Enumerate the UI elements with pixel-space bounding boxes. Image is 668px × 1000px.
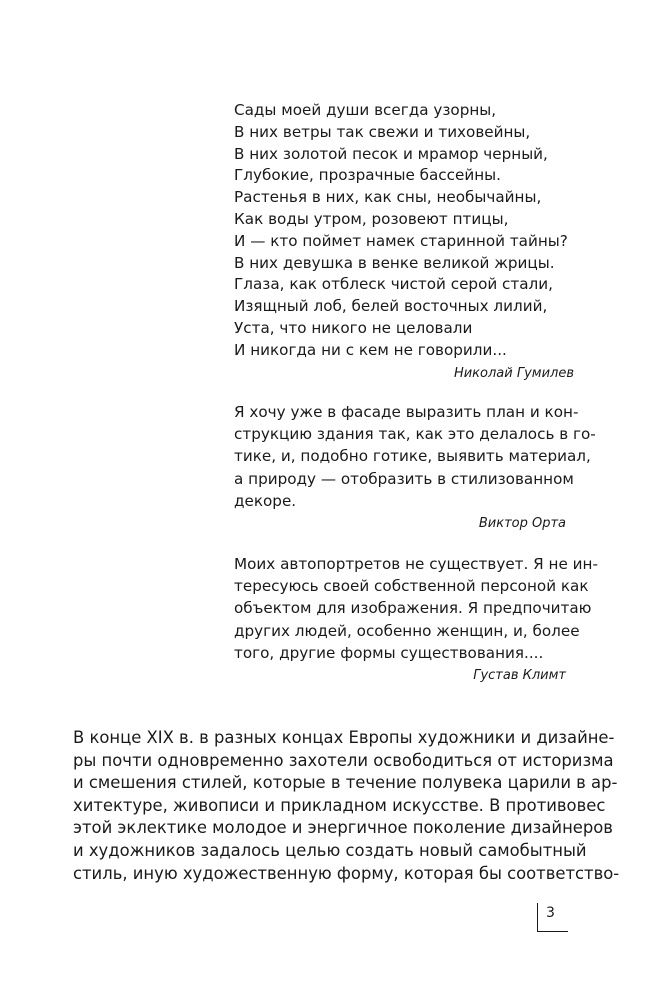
klimt-author: Густав Климт <box>473 668 566 684</box>
horta-author: Виктор Орта <box>478 516 566 532</box>
paragraph-line: стиль, иную художественную форму, которая бы соответство- <box>73 863 620 883</box>
horta-quote <box>234 401 596 534</box>
poem-line: В них золотой песок и мрамор черный, <box>234 144 548 163</box>
paragraph-line: и художников задалось целью создать новый самобытный <box>73 840 587 860</box>
quote-line: струкцию здания так, как это делалось в го- <box>234 425 596 444</box>
quote-line: тике, и, подобно готике, выявить материал, <box>234 447 591 466</box>
quote-line: тересуюсь своей собственной персоной как <box>234 577 589 596</box>
poem-line: Изящный лоб, белей восточных лилий, <box>234 297 548 316</box>
paragraph-line: этой эклектике молодое и энергичное поколение дизайнеров <box>73 818 613 838</box>
paragraph-line: В конце XIX в. в разных концах Европы художники и дизайне- <box>73 728 615 747</box>
poem-line: В них ветры так свежи и тиховейны, <box>234 122 531 141</box>
poem-line: Сады моей души всегда узорны, <box>234 101 497 119</box>
poem-line: Глаза, как отблеск чистой серой стали, <box>234 275 553 294</box>
poem-line: В них девушка в венке великой жрицы. <box>234 253 555 272</box>
poem-author: Николай Гумилев <box>453 365 574 381</box>
quote-line: других людей, особенно женщин, и, более <box>234 621 580 640</box>
poem-line: Растенья в них, как сны, необычайны, <box>234 188 542 207</box>
page-number: 3 <box>546 905 555 921</box>
poem-line: Уста, что никого не целовали <box>234 318 473 337</box>
poem-line: Как воды утром, розовеют птицы, <box>234 209 509 228</box>
quote-line: того, другие формы существования.... <box>234 643 544 662</box>
poem-line: И никогда ни с кем не говорили... <box>234 340 507 359</box>
poem-line: И — кто поймет намек старинной тайны? <box>234 231 568 250</box>
klimt-quote <box>234 553 598 686</box>
main-paragraph <box>73 727 620 885</box>
quote-line: а природу — отобразить в стилизованном <box>234 469 574 488</box>
paragraph-line: и смешения стилей, которые в течение полувека царили в ар- <box>73 773 618 793</box>
page-number-frame <box>537 903 568 932</box>
paragraph-line: ры почти одновременно захотели освободиться от историзма <box>73 750 614 770</box>
quote-line: Я хочу уже в фасаде выразить план и кон- <box>234 403 579 421</box>
poem-epigraph <box>234 100 574 384</box>
paragraph-line: хитектуре, живописи и прикладном искусстве. В противовес <box>73 795 606 815</box>
quote-line: декоре. <box>234 491 297 510</box>
quote-line: объектом для изображения. Я предпочитаю <box>234 599 592 618</box>
quote-line: Моих автопортретов не существует. Я не ин- <box>234 555 598 573</box>
poem-line: Глубокие, прозрачные бассейны. <box>234 166 501 185</box>
